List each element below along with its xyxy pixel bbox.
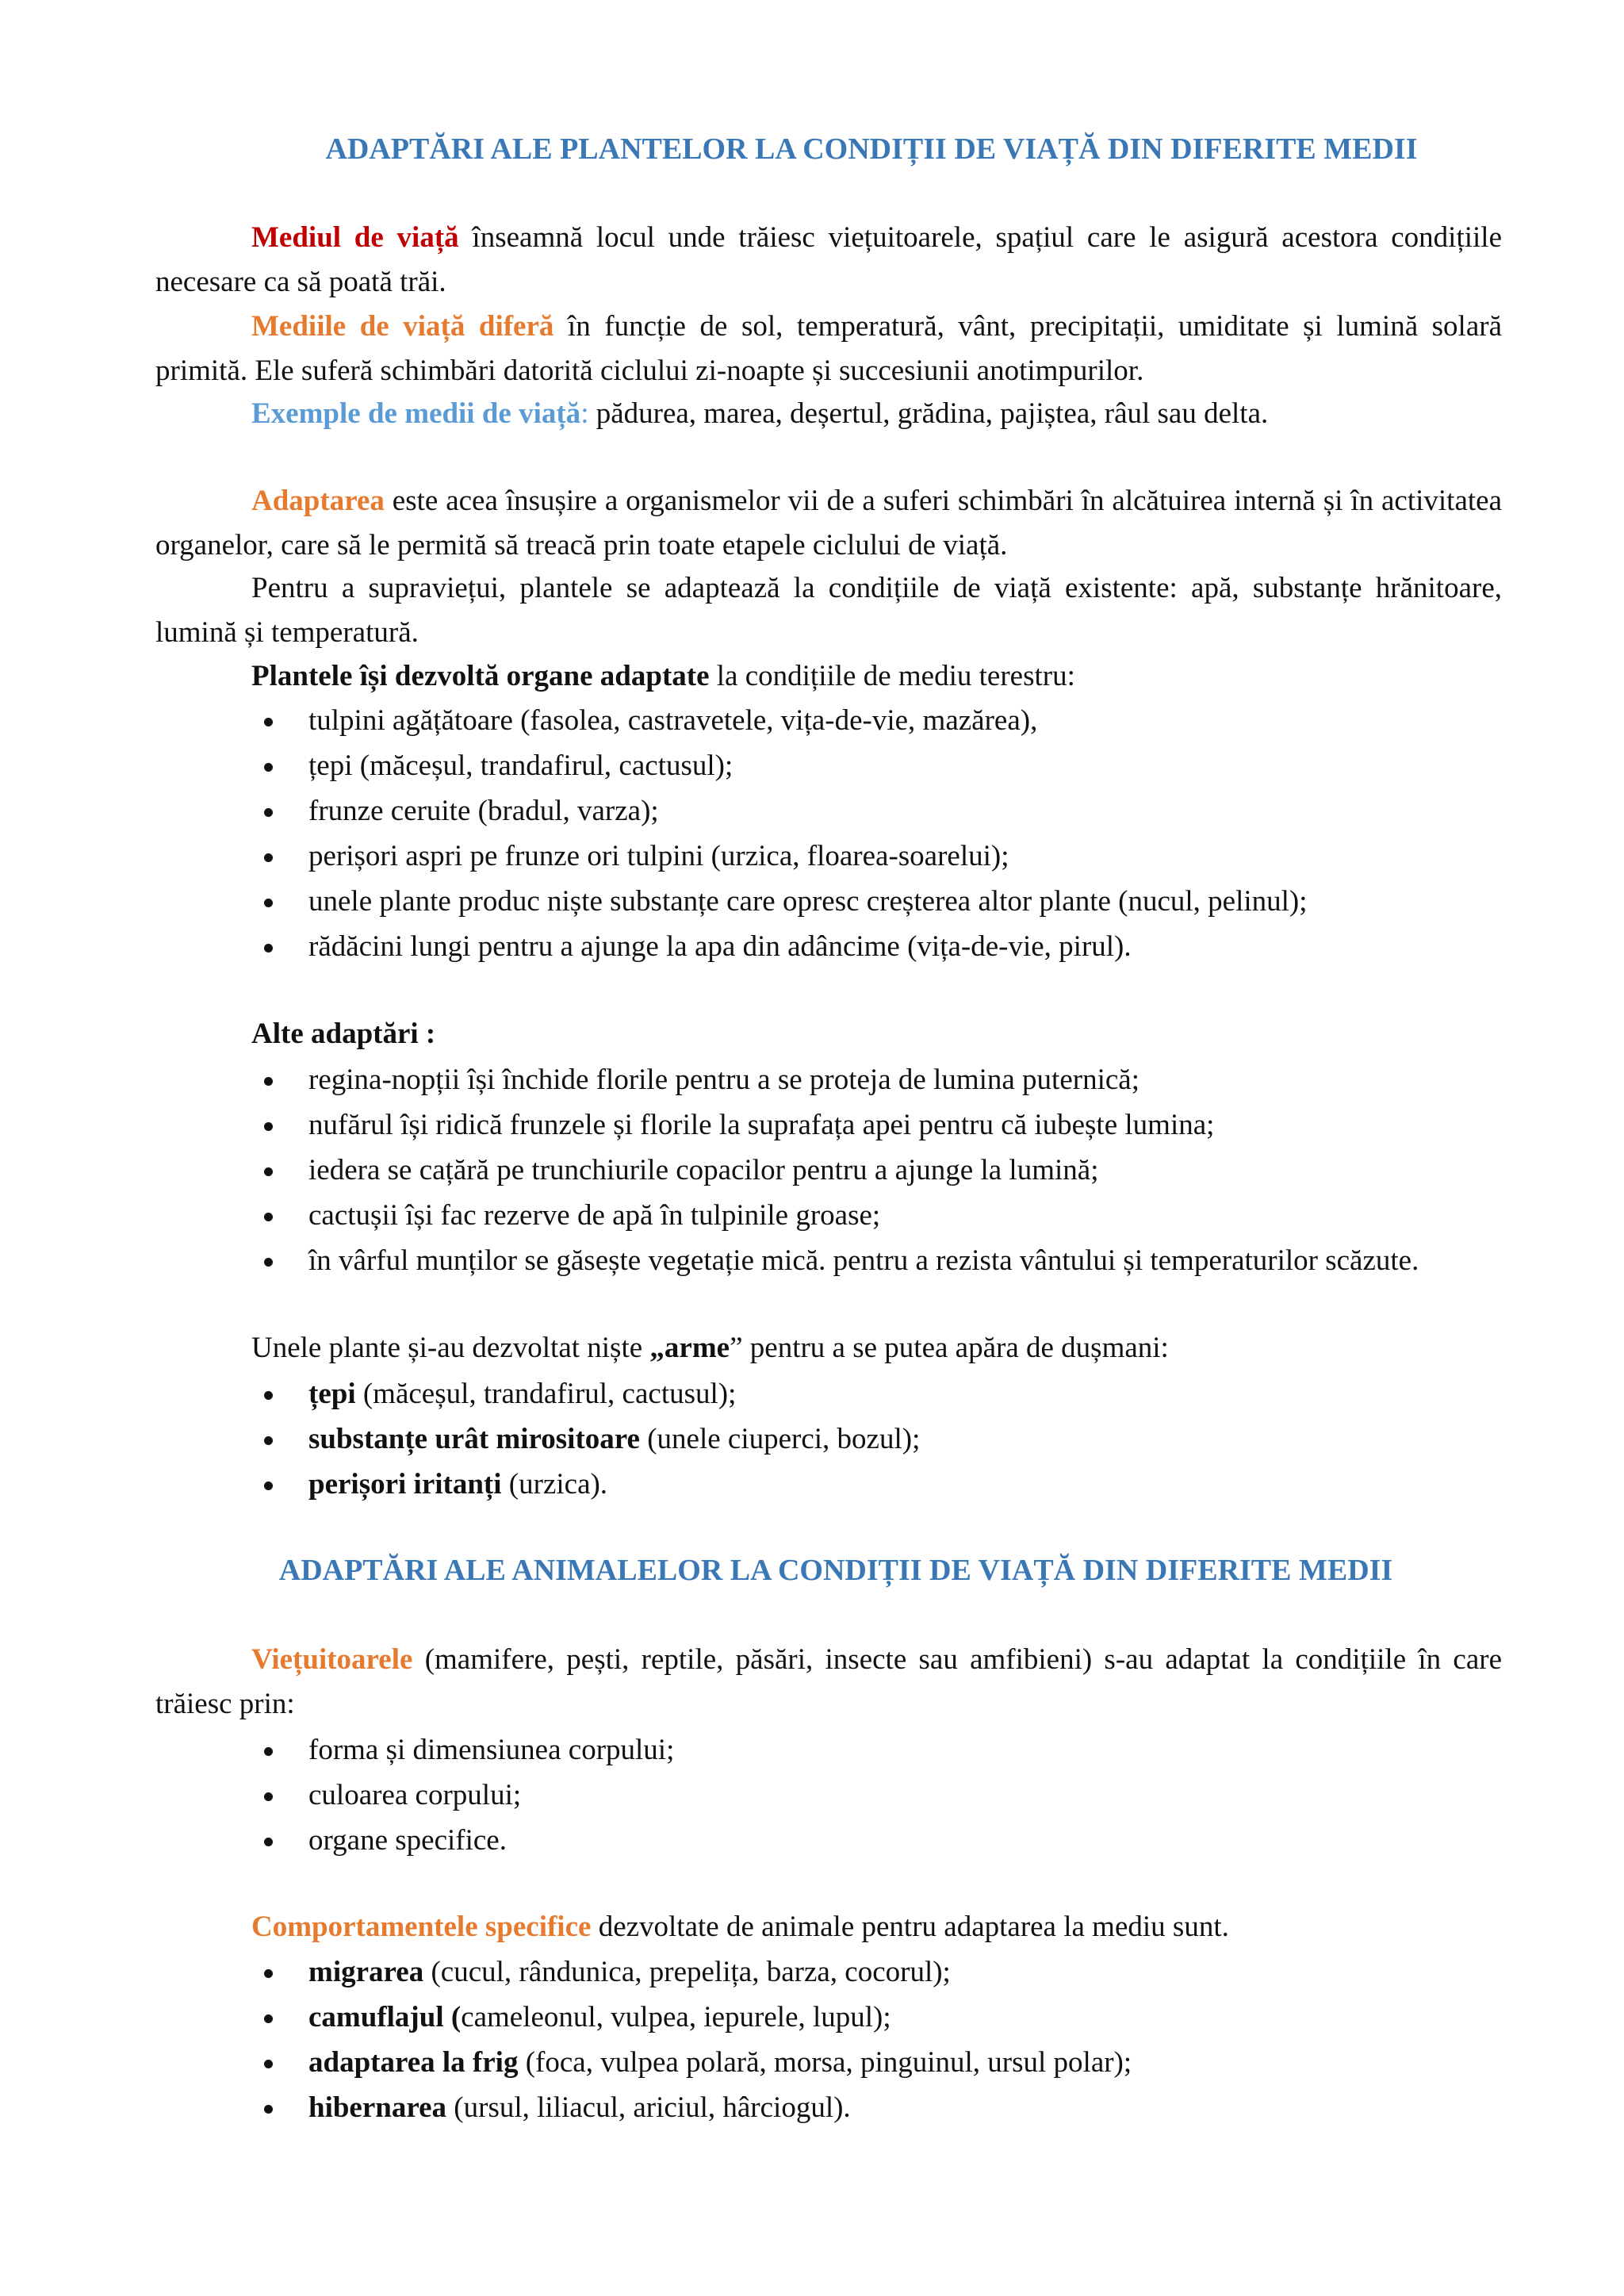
list-item: țepi (măceșul, trandafirul, cactusul); — [251, 743, 1502, 788]
item-term: perișori iritanți — [308, 1468, 502, 1501]
item-term: adaptarea la frig — [308, 2046, 519, 2079]
paragraph-adaptation — [155, 479, 1502, 568]
paragraph-text: în funcție de sol, temperatură, vânt, precipitații, umiditate și lumină solară primită. Ele suferă schimbări datorită ciclului zi-noapte și succesiunii anotimpurilor. — [155, 310, 1503, 387]
list-item — [251, 2085, 1502, 2130]
list-item: rădăcini lungi pentru a ajunge la apa din adâncime (vița-de-vie, pirul). — [251, 924, 1502, 969]
paragraph-text: Pentru a supraviețui, plantele se adaptează la condițiile de viață existente: apă, substanțe hrănitoare, lumină și temperatură. — [155, 572, 1502, 649]
term-living-environment: Mediul de viață — [251, 221, 459, 254]
item-term: hibernarea — [308, 2091, 447, 2124]
list-behaviors — [251, 1949, 1502, 2130]
list-item: unele plante produc niște substanțe care opresc creșterea altor plante (nucul, pelinul); — [251, 879, 1502, 924]
paragraph-text: (mamifere, pești, reptile, păsări, insecte sau amfibieni) s-au adaptat la condițiile în care trăiesc prin: — [155, 1643, 1502, 1720]
item-term: țepi — [308, 1378, 356, 1410]
paragraph-text: pădurea, marea, deșertul, grădina, pajiștea, râul sau delta. — [588, 397, 1269, 430]
paragraph-text: la condițiile de mediu terestru: — [709, 660, 1075, 692]
list-item: în vârful munților se găsește vegetație mică. pentru a rezista vântului și temperaturilor scăzute. — [251, 1238, 1502, 1283]
list-item: culoarea corpului; — [251, 1773, 1502, 1818]
title-animals: ADAPTĂRI ALE ANIMALELOR LA CONDIȚII DE VIAȚĂ DIN DIFERITE MEDII — [278, 1554, 1393, 1587]
item-text: (urzica). — [501, 1468, 608, 1501]
list-weapons — [251, 1371, 1502, 1507]
item-text: (unele ciuperci, bozul); — [639, 1423, 921, 1455]
item-text: (foca, vulpea polară, morsa, pinguinul, ursul polar); — [518, 2046, 1132, 2079]
list-item: nufărul își ridică frunzele și florile la suprafața apei pentru că iubește lumina; — [251, 1102, 1502, 1148]
list-item — [251, 1995, 1502, 2040]
list-other-adaptations — [251, 1057, 1502, 1283]
term-adaptation: Adaptarea — [251, 485, 385, 517]
list-item: regina-nopții își închide florile pentru a se proteja de lumina puternică; — [251, 1057, 1502, 1102]
list-item: tulpini agățătoare (fasolea, castravetele, vița-de-vie, mazărea), — [251, 698, 1502, 743]
item-term: substanțe urât mirositoare — [308, 1423, 640, 1455]
term-behaviors: Comportamentele specifice — [251, 1911, 592, 1943]
item-term: migrarea — [308, 1956, 424, 1988]
paragraph-text: dezvoltate de animale pentru adaptarea la mediu sunt. — [591, 1911, 1229, 1943]
paragraph-creatures — [155, 1638, 1502, 1727]
item-text: (ursul, liliacul, ariciul, hârciogul). — [446, 2091, 851, 2124]
list-item — [251, 1949, 1502, 1995]
item-term: camuflajul ( — [308, 2001, 462, 2033]
item-text: (cucul, rândunica, prepelița, barza, cocorul); — [423, 1956, 951, 1988]
heading-other-adaptations — [251, 1012, 1502, 1056]
paragraph-survival — [155, 566, 1502, 655]
list-item — [251, 1371, 1502, 1416]
list-animal-adaptations — [251, 1727, 1502, 1863]
paragraph-examples — [155, 392, 1502, 436]
paragraph-organs — [251, 654, 1502, 699]
term-weapons: „arme — [649, 1332, 730, 1364]
term-examples: Exemple de medii de viață — [251, 397, 581, 430]
colon: : — [580, 397, 589, 430]
paragraph-text: ” pentru a se putea apăra de dușmani: — [730, 1332, 1169, 1364]
list-item: perișori aspri pe frunze ori tulpini (urzica, floarea-soarelui); — [251, 834, 1502, 879]
list-item — [251, 1416, 1502, 1462]
list-plant-organs — [251, 698, 1502, 969]
paragraph-living-environment — [155, 216, 1502, 305]
list-item: frunze ceruite (bradul, varza); — [251, 788, 1502, 834]
paragraph-weapons — [251, 1326, 1502, 1370]
list-item — [251, 2040, 1502, 2085]
list-item: iedera se cațără pe trunchiurile copacilor pentru a ajunge la lumină; — [251, 1148, 1502, 1193]
item-text: (măceșul, trandafirul, cactusul); — [355, 1378, 737, 1410]
list-item: organe specifice. — [251, 1818, 1502, 1863]
list-item: forma și dimensiunea corpului; — [251, 1727, 1502, 1773]
heading-text: Alte adaptări : — [251, 1018, 436, 1050]
paragraph-text: este acea însușire a organismelor vii de a suferi schimbări în alcătuirea internă și în activitatea organelor, care să le permită să treacă prin toate etapele ciclului de viață. — [155, 485, 1502, 562]
term-creatures: Viețuitoarele — [251, 1643, 413, 1676]
item-text: cameleonul, vulpea, iepurele, lupul); — [461, 2001, 891, 2033]
list-item: cactușii își fac rezerve de apă în tulpinile groase; — [251, 1193, 1502, 1238]
title-plants: ADAPTĂRI ALE PLANTELOR LA CONDIȚII DE VIAȚĂ DIN DIFERITE MEDII — [325, 132, 1418, 166]
term-environments-differ: Mediile de viață diferă — [251, 310, 554, 343]
paragraph-environments-differ — [155, 305, 1502, 393]
paragraph-behaviors — [155, 1905, 1502, 1949]
paragraph-text: Unele plante și-au dezvoltat niște — [251, 1332, 650, 1364]
paragraph-text: înseamnă locul unde trăiesc viețuitoarele, spațiul care le asigură acestora condițiile necesare ca să poată trăi. — [155, 221, 1502, 298]
list-item — [251, 1462, 1502, 1507]
term-organs: Plantele își dezvoltă organe adaptate — [251, 660, 710, 692]
